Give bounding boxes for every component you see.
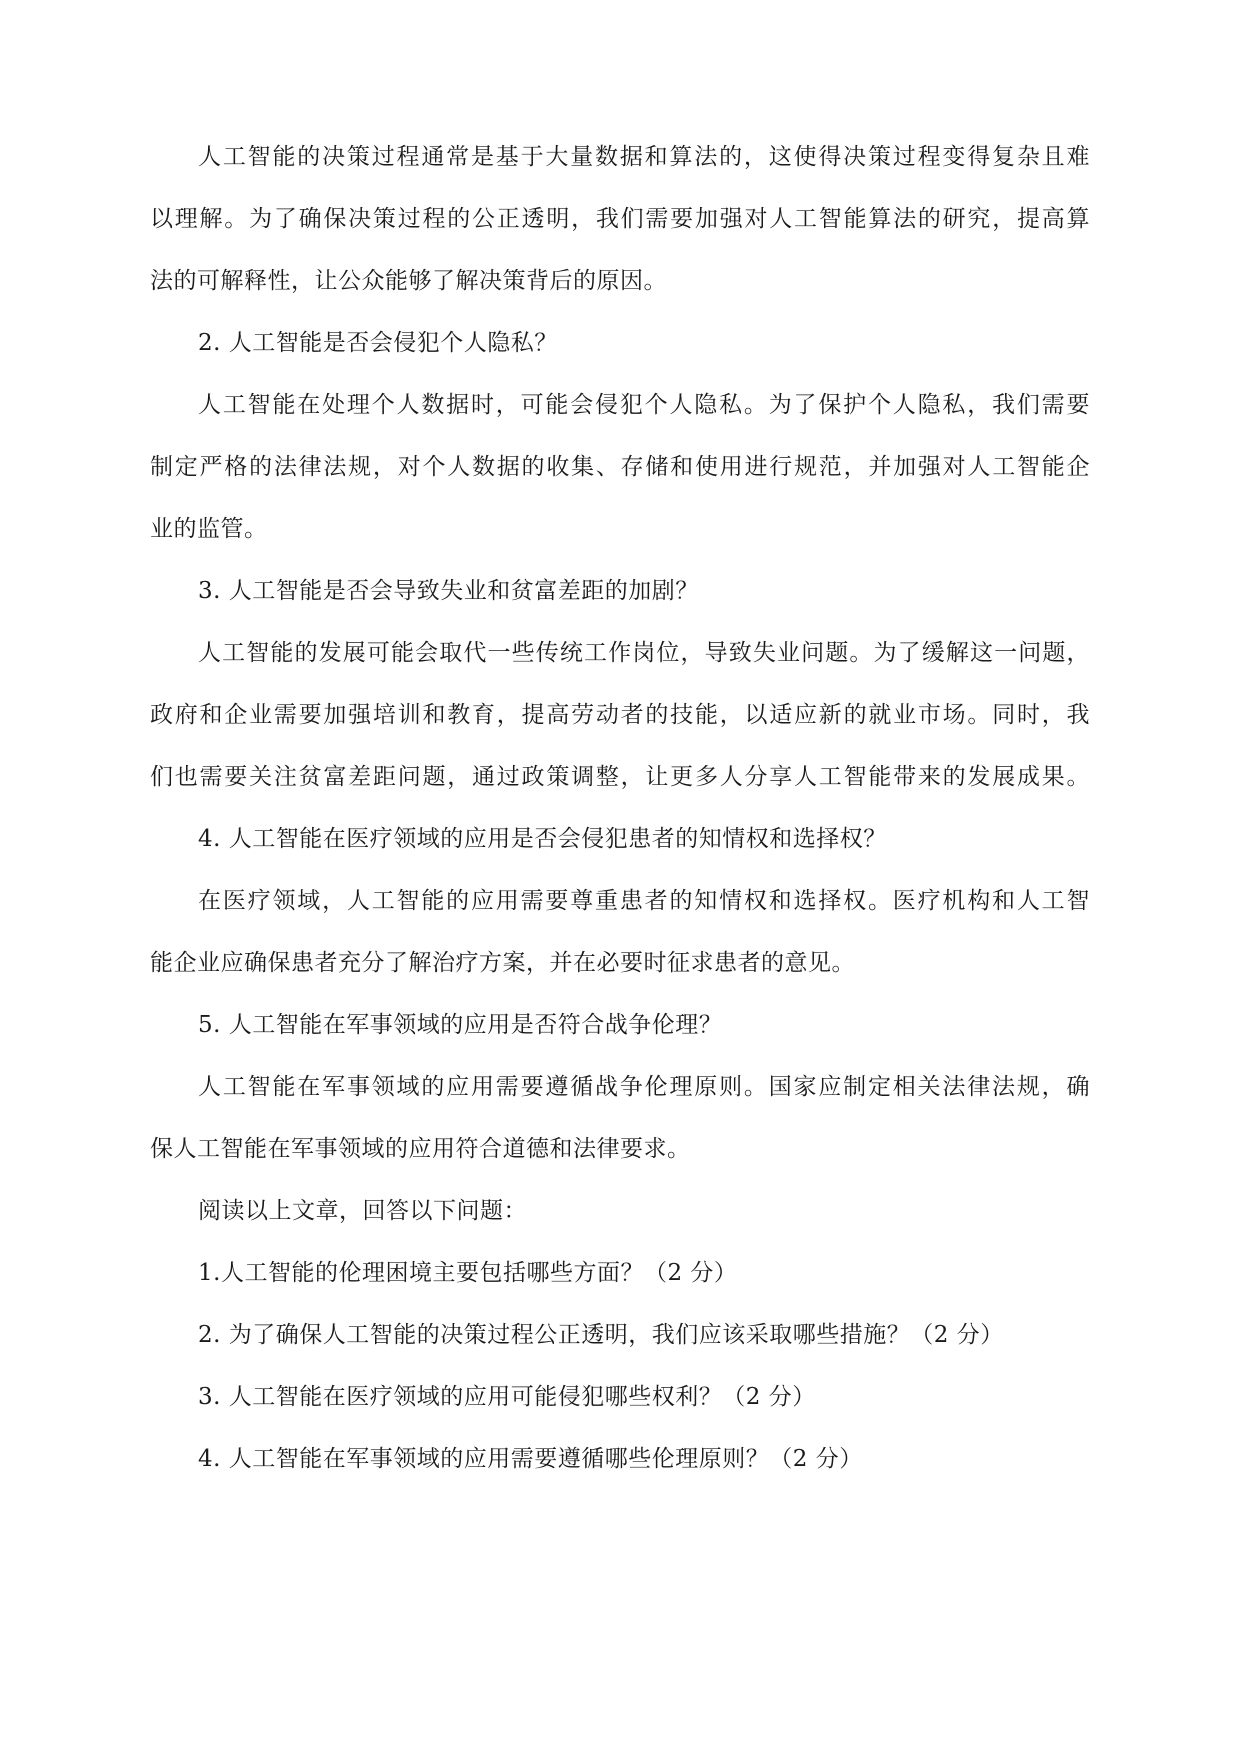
- question-item-2: 2. 为了确保人工智能的决策过程公正透明，我们应该采取哪些措施？（2 分）: [198, 1322, 1004, 1348]
- question-item-3: 3. 人工智能在医疗领域的应用可能侵犯哪些权利？（2 分）: [198, 1384, 816, 1410]
- paragraph-3-line-1: 人工智能的发展可能会取代一些传统工作岗位，导致失业问题。为了缓解这一问题，: [198, 640, 1090, 666]
- paragraph-1-line-1: 人工智能的决策过程通常是基于大量数据和算法的，这使得决策过程变得复杂且难: [198, 144, 1090, 170]
- question-item-4: 4. 人工智能在军事领域的应用需要遵循哪些伦理原则？（2 分）: [198, 1446, 863, 1472]
- section-heading-2: 2. 人工智能是否会侵犯个人隐私？: [198, 330, 558, 356]
- questions-intro: 阅读以上文章，回答以下问题：: [198, 1198, 527, 1224]
- section-heading-5: 5. 人工智能在军事领域的应用是否符合战争伦理？: [198, 1012, 723, 1038]
- paragraph-1-line-2: 以理解。为了确保决策过程的公正透明，我们需要加强对人工智能算法的研究，提高算: [150, 206, 1090, 232]
- paragraph-4-line-1: 在医疗领域，人工智能的应用需要尊重患者的知情权和选择权。医疗机构和人工智: [198, 888, 1090, 914]
- paragraph-2-line-2: 制定严格的法律法规，对个人数据的收集、存储和使用进行规范，并加强对人工智能企: [150, 454, 1090, 480]
- paragraph-5-line-1: 人工智能在军事领域的应用需要遵循战争伦理原则。国家应制定相关法律法规，确: [198, 1074, 1090, 1100]
- paragraph-3-line-2: 政府和企业需要加强培训和教育，提高劳动者的技能，以适应新的就业市场。同时，我: [150, 702, 1090, 728]
- question-item-1: 1.人工智能的伦理困境主要包括哪些方面？（2 分）: [198, 1260, 738, 1286]
- paragraph-4-line-2: 能企业应确保患者充分了解治疗方案，并在必要时征求患者的意见。: [150, 950, 855, 976]
- paragraph-2-line-1: 人工智能在处理个人数据时，可能会侵犯个人隐私。为了保护个人隐私，我们需要: [198, 392, 1090, 418]
- section-heading-3: 3. 人工智能是否会导致失业和贫富差距的加剧？: [198, 578, 699, 604]
- section-heading-4: 4. 人工智能在医疗领域的应用是否会侵犯患者的知情权和选择权？: [198, 826, 887, 852]
- paragraph-2-line-3: 业的监管。: [150, 516, 268, 542]
- paragraph-1-line-3: 法的可解释性，让公众能够了解决策背后的原因。: [150, 268, 667, 294]
- paragraph-5-line-2: 保人工智能在军事领域的应用符合道德和法律要求。: [150, 1136, 691, 1162]
- paragraph-3-line-3: 们也需要关注贫富差距问题，通过政策调整，让更多人分享人工智能带来的发展成果。: [150, 764, 1090, 790]
